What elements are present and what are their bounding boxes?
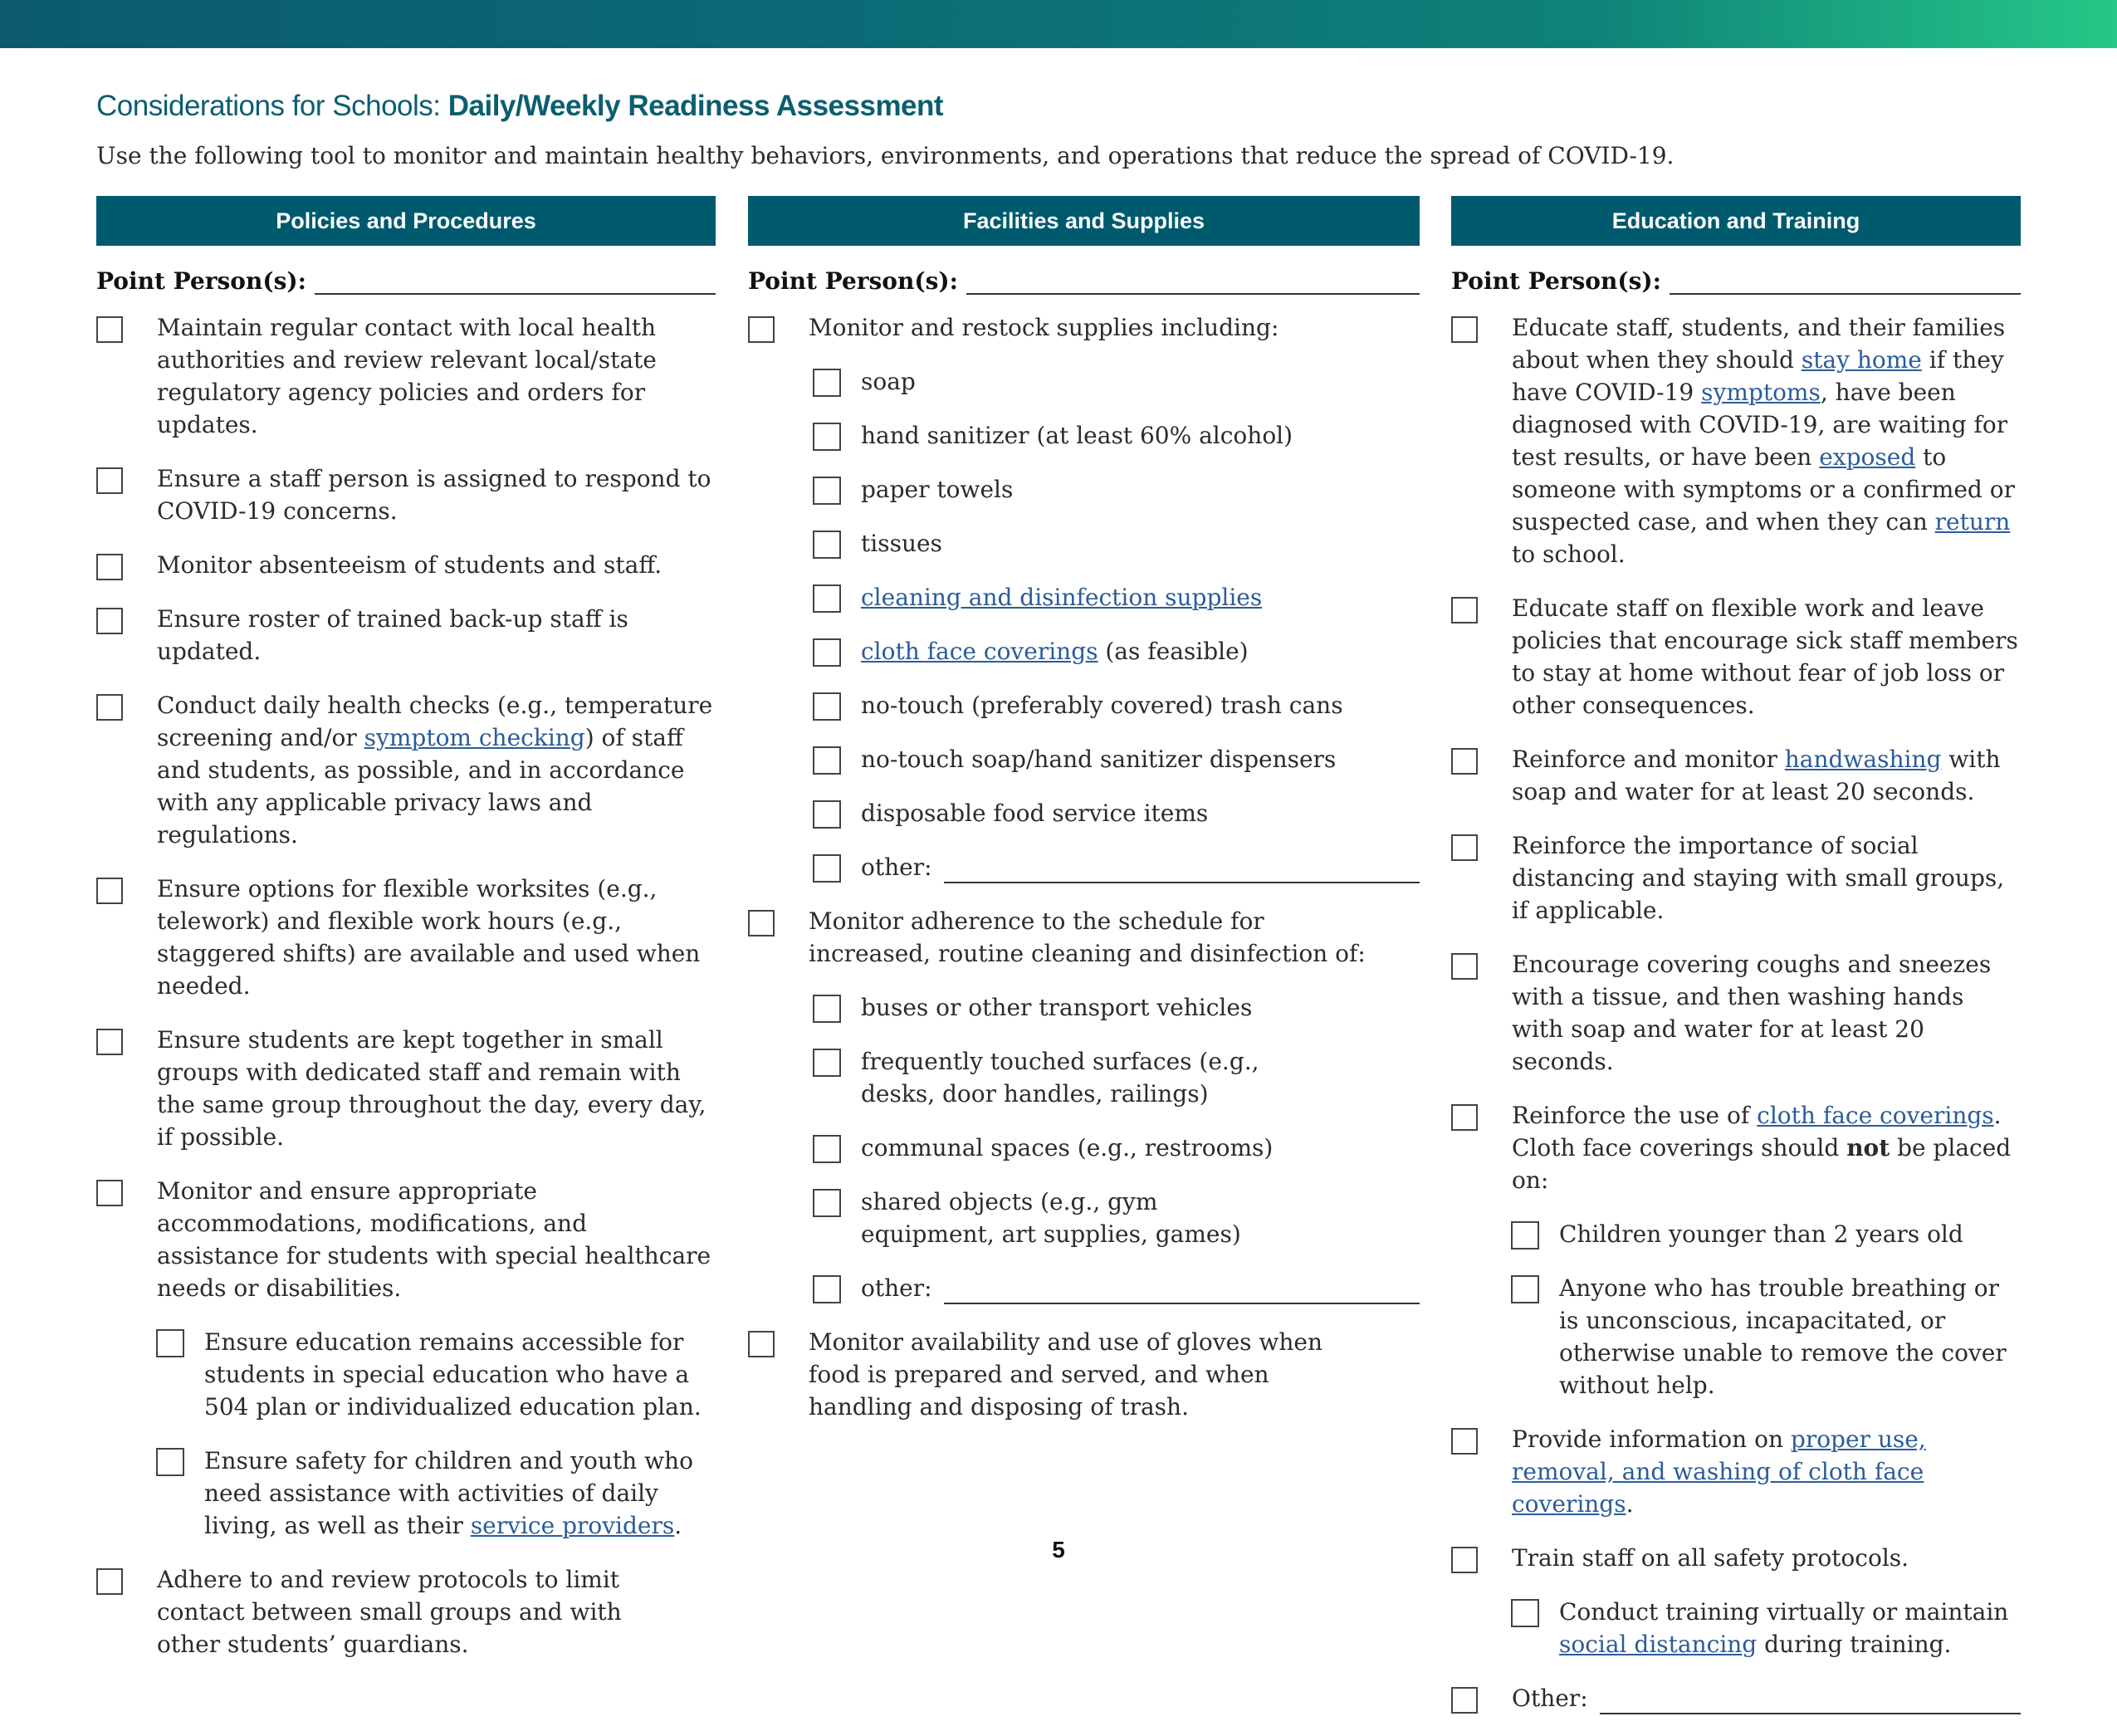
checklist-item [96, 1024, 716, 1153]
checklist-subitem-other [813, 1272, 1420, 1304]
item-text: other: [861, 853, 932, 881]
checklist-subitem-other [813, 851, 1420, 883]
checklist-item [96, 311, 716, 441]
item-text: communal spaces (e.g., restrooms) [861, 1134, 1274, 1161]
item-text: shared objects (e.g., gym equipment, art supplies, games) [861, 1188, 1241, 1248]
checkbox[interactable] [96, 608, 123, 634]
item-text: Ensure safety for children and youth who need assistance with activities of daily living, as well as their service providers. [204, 1447, 693, 1539]
checklist-subitem [1511, 1218, 2021, 1250]
checklist-subitem [813, 1045, 1420, 1110]
item-text: cloth face coverings (as feasible) [861, 638, 1249, 665]
intro-text: Use the following tool to monitor and maintain healthy behaviors, environments, and operations that reduce the spread of COVID-19. [96, 142, 1675, 169]
checkbox[interactable] [813, 1275, 841, 1303]
checklist-item [1451, 743, 2021, 808]
point-person-field [748, 267, 1420, 295]
checkbox[interactable] [1511, 1599, 1539, 1627]
checkbox[interactable] [96, 694, 123, 721]
item-text: Monitor and ensure appropriate accommodations, modifications, and assistance for students with special healthcare needs or disabilities. [157, 1177, 711, 1302]
item-text: no-touch soap/hand sanitizer dispensers [861, 746, 1337, 773]
checklist-item [748, 1326, 1420, 1423]
checkbox[interactable] [813, 692, 841, 721]
column-facilities [748, 196, 1420, 1445]
service-providers-link[interactable]: service providers [470, 1512, 675, 1539]
symptom-checking-link[interactable]: symptom checking [364, 724, 585, 751]
point-person-label: Point Person(s): [1451, 267, 1661, 295]
checklist-subitem [813, 527, 1420, 560]
checkbox[interactable] [1451, 748, 1478, 775]
item-text: Ensure options for flexible worksites (e.g., telework) and flexible work hours (e.g., staggered shifts) are available and used when needed. [157, 875, 701, 1000]
checklist-item [748, 311, 1420, 344]
item-text: Conduct training virtually or maintain social distancing during training. [1559, 1598, 2009, 1658]
item-text: disposable food service items [861, 800, 1209, 827]
checkbox[interactable] [1451, 1687, 1478, 1714]
checkbox[interactable] [96, 554, 123, 580]
item-text: Ensure a staff person is assigned to respond to COVID-19 concerns. [157, 465, 711, 525]
item-text: Monitor absenteeism of students and staff. [157, 551, 662, 579]
checklist-item [96, 689, 716, 851]
cleaning-supplies-link[interactable]: cleaning and disinfection supplies [861, 584, 1263, 611]
item-text: other: [861, 1274, 932, 1302]
stay-home-link[interactable]: stay home [1801, 346, 1922, 374]
item-text: Train staff on all safety protocols. [1512, 1544, 1909, 1572]
checkbox[interactable] [1451, 1104, 1478, 1131]
column-header-facilities: Facilities and Supplies [748, 196, 1420, 246]
checklist-subitem [156, 1445, 716, 1542]
item-text: Adhere to and review protocols to limit contact between small groups and with other students’ guardians. [157, 1566, 622, 1658]
checklist-facilities [748, 311, 1420, 1423]
item-text: Maintain regular contact with local health authorities and review relevant local/state regulatory agency policies and orders for updates. [157, 314, 657, 438]
checklist-item [1451, 311, 2021, 570]
item-text: Encourage covering coughs and sneezes with a tissue, and then washing hands with soap and water for at least 20 seconds. [1512, 951, 1992, 1075]
item-text: no-touch (preferably covered) trash cans [861, 692, 1343, 719]
item-text: Provide information on proper use, removal, and washing of cloth face coverings. [1512, 1425, 1926, 1518]
checklist-subitem [813, 365, 1420, 398]
item-text: Other: [1512, 1685, 1588, 1712]
item-text: Conduct daily health checks (e.g., temperature screening and/or symptom checking) of staff and students, as possible, and in accordance with any applicable privacy laws and regulations. [157, 692, 713, 848]
return-link[interactable]: return [1934, 508, 2011, 535]
checklist-item [96, 1563, 716, 1660]
other-input-line[interactable] [1600, 1691, 2021, 1714]
checklist-subitem [813, 581, 1420, 614]
column-policies [96, 196, 716, 1682]
item-text: Ensure students are kept together in small groups with dedicated staff and remain with the same group throughout the day, every day, if possible. [157, 1026, 706, 1151]
checklist-item [1451, 829, 2021, 927]
checkbox[interactable] [813, 531, 841, 559]
checkbox[interactable] [96, 878, 123, 904]
checkbox[interactable] [813, 800, 841, 829]
checklist-item [1451, 1099, 2021, 1196]
item-text: tissues [861, 530, 942, 557]
checkbox[interactable] [813, 1189, 841, 1217]
column-education [1451, 196, 2021, 1736]
checklist-item [96, 873, 716, 1002]
checklist-subitem [813, 635, 1420, 668]
item-text: soap [861, 368, 916, 395]
item-text: Monitor and restock supplies including: [809, 314, 1279, 341]
checkbox[interactable] [813, 423, 841, 451]
checklist-item-other [1451, 1682, 2021, 1714]
checklist-policies [96, 311, 716, 1660]
item-text: Educate staff, students, and their families about when they should stay home if they have COVID-19 symptoms, have been diagnosed with COVID-19, are waiting for test results, or have been exposed to someone with symptoms or a confirmed or suspected case, and when they can return to school. [1512, 314, 2015, 568]
point-person-field [96, 267, 716, 295]
checkbox[interactable] [96, 1029, 123, 1055]
checklist-item [96, 1175, 716, 1304]
checkbox[interactable] [96, 1180, 123, 1206]
checkbox[interactable] [1451, 316, 1478, 343]
other-input-line[interactable] [944, 860, 1420, 883]
checkbox[interactable] [813, 1049, 841, 1077]
item-text: Reinforce and monitor handwashing with soap and water for at least 20 seconds. [1512, 746, 2001, 805]
checklist-item [1451, 948, 2021, 1078]
checkbox[interactable] [1511, 1221, 1539, 1249]
other-input-line[interactable] [944, 1281, 1420, 1304]
cloth-face-coverings-guide-link[interactable]: proper use, removal, and washing of cloth face coverings [1512, 1425, 1926, 1518]
checklist-subitem [813, 797, 1420, 829]
checklist-education [1451, 311, 2021, 1714]
item-text: Ensure education remains accessible for students in special education who have a 504 plan or individualized education plan. [204, 1328, 702, 1421]
checkbox[interactable] [1511, 1275, 1539, 1303]
checkbox[interactable] [1451, 953, 1478, 980]
checkbox[interactable] [748, 1331, 775, 1357]
checkbox[interactable] [813, 995, 841, 1023]
checkbox[interactable] [748, 316, 775, 343]
top-banner [0, 0, 2117, 48]
column-header-policies: Policies and Procedures [96, 196, 716, 246]
checkbox[interactable] [96, 1568, 123, 1595]
checklist-item [96, 549, 716, 581]
point-person-input-line[interactable] [966, 271, 1420, 295]
checkbox[interactable] [813, 638, 841, 667]
item-text: paper towels [861, 476, 1014, 503]
checklist-subitem [156, 1326, 716, 1423]
checklist-subitem [813, 689, 1420, 721]
checkbox[interactable] [813, 369, 841, 397]
checklist-item [96, 462, 716, 527]
item-text: Ensure roster of trained back-up staff is updated. [157, 605, 628, 665]
checkbox[interactable] [813, 854, 841, 883]
page-number: 5 [1052, 1537, 1065, 1562]
handwashing-link[interactable]: handwashing [1784, 746, 1942, 773]
point-person-input-line[interactable] [315, 271, 716, 295]
title-main: Daily/Weekly Readiness Assessment [447, 90, 944, 122]
checkbox[interactable] [96, 316, 123, 343]
checkbox[interactable] [813, 584, 841, 613]
checkbox[interactable] [156, 1329, 184, 1357]
item-text: hand sanitizer (at least 60% alcohol) [861, 422, 1293, 449]
symptoms-link[interactable]: symptoms [1701, 379, 1821, 406]
checklist-subitem [813, 743, 1420, 775]
cloth-face-coverings-link[interactable]: cloth face coverings [861, 638, 1098, 665]
item-text: Anyone who has trouble breathing or is unconscious, incapacitated, or otherwise unable to remove the cover without help. [1559, 1274, 2007, 1399]
page-title [96, 90, 943, 123]
checkbox[interactable] [1451, 1428, 1478, 1455]
item-text: Reinforce the importance of social distancing and staying with small groups, if applicable. [1512, 832, 2005, 924]
checkbox[interactable] [1451, 834, 1478, 861]
checklist-subitem [813, 419, 1420, 452]
item-text: Educate staff on flexible work and leave policies that encourage sick staff members to stay at home without fear of job loss or other consequences. [1512, 594, 2018, 719]
point-person-input-line[interactable] [1670, 271, 2021, 295]
checkbox[interactable] [156, 1448, 184, 1476]
checklist-item [1451, 592, 2021, 721]
checklist-subitem [1511, 1272, 2021, 1401]
checkbox[interactable] [1451, 597, 1478, 623]
item-text: buses or other transport vehicles [861, 994, 1253, 1021]
column-header-education: Education and Training [1451, 196, 2021, 246]
cloth-face-coverings-link[interactable]: cloth face coverings [1757, 1102, 1994, 1129]
checkbox[interactable] [813, 746, 841, 775]
checkbox[interactable] [96, 467, 123, 494]
title-prefix: Considerations for Schools: [96, 90, 441, 122]
point-person-label: Point Person(s): [748, 267, 958, 295]
checklist-item [1451, 1423, 2021, 1520]
item-text: frequently touched surfaces (e.g., desks, door handles, railings) [861, 1048, 1259, 1108]
item-text: Monitor availability and use of gloves when food is prepared and served, and when handling and disposing of trash. [809, 1328, 1323, 1421]
checklist-subitem [813, 1132, 1420, 1164]
item-text: Children younger than 2 years old [1559, 1220, 1963, 1248]
social-distancing-link[interactable]: social distancing [1559, 1631, 1758, 1658]
point-person-label: Point Person(s): [96, 267, 306, 295]
checklist-subitem [813, 991, 1420, 1024]
item-text: Monitor adherence to the schedule for increased, routine cleaning and disinfection of: [809, 907, 1366, 967]
checklist-item [96, 603, 716, 668]
checklist-item [748, 905, 1420, 970]
exposed-link[interactable]: exposed [1819, 443, 1916, 471]
checklist-subitem [813, 473, 1420, 506]
point-person-field [1451, 267, 2021, 295]
item-text: Reinforce the use of cloth face coverings. Cloth face coverings should not be placed on: [1512, 1102, 2012, 1194]
checklist-subitem [1511, 1596, 2021, 1660]
checklist-subitem [813, 1186, 1420, 1250]
checkbox[interactable] [813, 477, 841, 505]
checkbox[interactable] [748, 910, 775, 936]
checkbox[interactable] [813, 1135, 841, 1163]
